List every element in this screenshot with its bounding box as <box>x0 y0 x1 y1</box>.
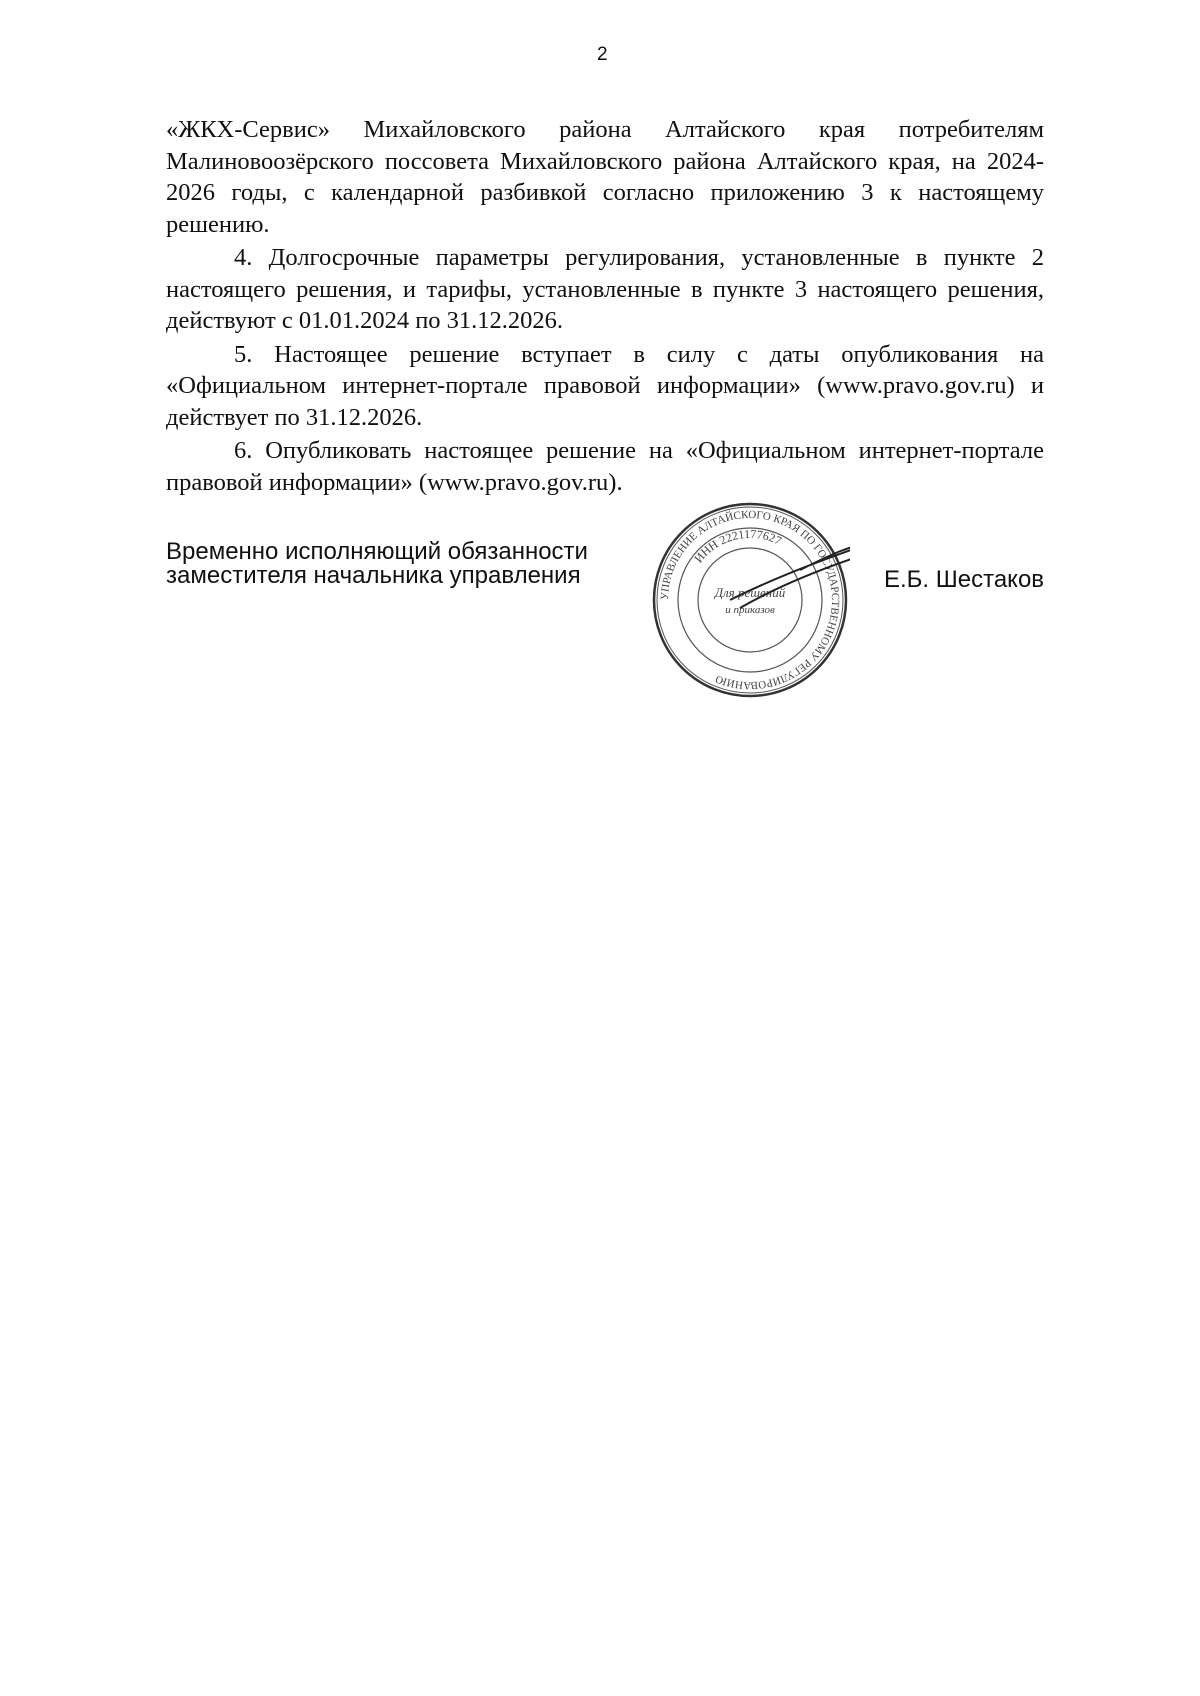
stamp-inn-text: ИНН 2221177627 <box>691 526 784 566</box>
svg-text:и приказов: и приказов <box>725 604 775 616</box>
position-line-1: Временно исполняющий обязанности <box>166 538 588 565</box>
signatory-name: Е.Б. Шестаков <box>884 566 1045 593</box>
paragraph-5: 5. Настоящее решение вступает в силу с даты опубликования на «Официальном интернет-портале правовой информации» (www.pravo.gov.ru) и действует по 31.12.2026. <box>166 340 1044 431</box>
stamp-outer-text: УПРАВЛЕНИЕ АЛТАЙСКОГО КРАЯ ПО ГОСУДАРСТВЕННОМУ РЕГУЛИРОВАНИЮ <box>658 508 842 692</box>
paragraph-6: 6. Опубликовать настоящее решение на «Официальном интернет-портале правовой информации» (www.pravo.gov.ru). <box>166 437 1044 496</box>
signatory-position <box>166 540 588 588</box>
document-body <box>166 114 1044 500</box>
official-stamp <box>650 500 850 700</box>
paragraph-4: 4. Долгосрочные параметры регулирования, установленные в пункте 2 настоящего решения, и тарифы, установленные в пункте 3 настоящего решения, действуют с 01.01.2024 по 31.12.2026. <box>166 244 1044 334</box>
page-number: 2 <box>597 44 608 65</box>
stamp-center-text: Для решений <box>714 585 786 600</box>
position-line-2: заместителя начальника управления <box>166 562 581 589</box>
paragraph-3-continuation: «ЖКХ-Сервис» Михайловского района Алтайского края потребителям Малиновоозёрского поссовета Михайловского района Алтайского края, на 2024-2026 годы, с календарной разбивкой согласно приложению 3 к настоящему решению. <box>166 116 1044 238</box>
